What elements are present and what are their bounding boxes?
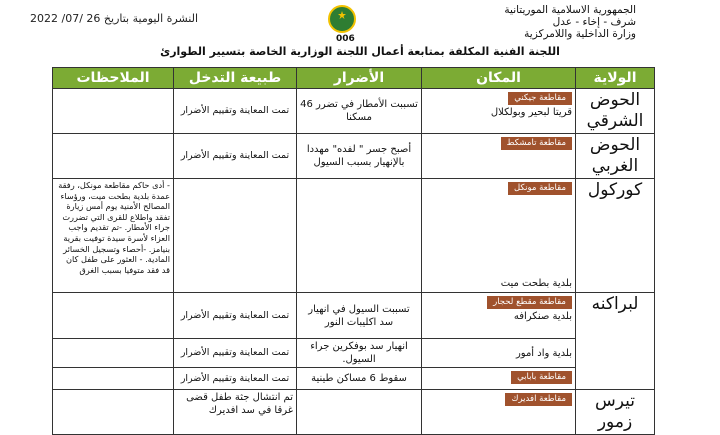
- damage-cell: [297, 390, 422, 435]
- damage-cell: تسببت السيول في انهيار سد اكليبات النور: [297, 293, 422, 339]
- action-cell: تمت المعاينة وتقييم الأضرار: [174, 339, 297, 368]
- action-cell: [174, 179, 297, 293]
- place-cell: [422, 293, 576, 339]
- col-place: المكان: [422, 68, 576, 89]
- moughataa-tag: مقاطعة مقطع لحجار: [487, 296, 572, 309]
- notes-cell: [53, 368, 174, 390]
- table-row: [53, 390, 655, 435]
- damage-cell: انهيار سد بوفكرين جراء السيول.: [297, 339, 422, 368]
- notes-cell: [53, 134, 174, 179]
- place-cell: [422, 390, 576, 435]
- action-cell: تم انتشال جثة طفل قضى غرقا في سد افديرك: [174, 390, 297, 435]
- table-row: [53, 368, 655, 390]
- place-cell: [422, 89, 576, 134]
- wilaya-cell: الحوض الغربي: [576, 134, 655, 179]
- damage-cell: تسببت الأمطار في تضرر 46 مسكنا: [297, 89, 422, 134]
- moughataa-tag: مقاطعة جيكني: [508, 92, 572, 105]
- col-damage: الأضرار: [297, 68, 422, 89]
- moughataa-tag: مقاطعة مونكل: [508, 182, 572, 195]
- place-text: بلدية بطحت ميت: [500, 278, 572, 289]
- committee-title: اللجنة الفنية المكلفة بمتابعة أعمال اللجنة الوزارية الخاصة بتسيير الطوارئ: [160, 45, 560, 58]
- action-cell: تمت المعاينة وتقييم الأضرار: [174, 89, 297, 134]
- table-row: [53, 134, 655, 179]
- place-text: قريتا لبحير وبولكلال: [490, 107, 572, 118]
- place-text: بلدية واد أمور: [515, 348, 572, 359]
- republic-name: الجمهورية الاسلامية الموريتانية: [504, 4, 636, 16]
- ministry-name: وزارة الداخلية واللامركزية: [524, 28, 636, 40]
- action-cell: تمت المعاينة وتقييم الأضرار: [174, 368, 297, 390]
- moughataa-tag: مقاطعة تامشكط: [501, 137, 572, 150]
- damage-cell: أصبح جسر " لفده" مهددا بالإنهيار بسبب السيول: [297, 134, 422, 179]
- notes-cell: [53, 89, 174, 134]
- place-cell: [422, 134, 576, 179]
- place-cell: [422, 179, 576, 293]
- wilaya-cell: تيرس زمور: [576, 390, 655, 435]
- col-wilaya: الولاية: [576, 68, 655, 89]
- table-row: [53, 339, 655, 368]
- moughataa-tag: مقاطعة بابابي: [511, 371, 572, 384]
- moughataa-tag: مقاطعة افديرك: [505, 393, 572, 406]
- place-cell: [422, 339, 576, 368]
- bulletin-number: 006: [336, 34, 355, 44]
- notes-cell: [53, 293, 174, 339]
- table-row: [53, 89, 655, 134]
- wilaya-cell: الحوض الشرقي: [576, 89, 655, 134]
- table-header-row: [53, 68, 655, 89]
- notes-cell: - أدى حاكم مقاطعة مونكل، رفقة عمدة بلدية بطحت ميت، ورؤساء المصالح الأمنية يوم أمس زيارة تفقد واطلاع للقرى التي تضررت جراء الأمطار. -تم تقديم واجب العزاء لأسرة سيدة توفيت بقرية بنيامز. -أحصاء وتسجيل الخسائر المادية. - العثور على طفل كان قد فقد متوفيا بسبب الغرق: [53, 179, 174, 293]
- wilaya-cell: كوركول: [576, 179, 655, 293]
- notes-cell: [53, 339, 174, 368]
- place-text: بلدية صنكرافه: [513, 311, 572, 322]
- wilaya-cell: لبراكنه: [576, 293, 655, 390]
- damage-cell: سقوط 6 مساكن طينية: [297, 368, 422, 390]
- damage-cell: [297, 179, 422, 293]
- col-notes: الملاحظات: [53, 68, 174, 89]
- table-row: [53, 293, 655, 339]
- national-emblem-icon: [328, 5, 356, 33]
- emergency-table: [52, 67, 655, 435]
- action-cell: تمت المعاينة وتقييم الأضرار: [174, 134, 297, 179]
- motto: شرف - إخاء - عدل: [552, 16, 636, 28]
- action-cell: تمت المعاينة وتقييم الأضرار: [174, 293, 297, 339]
- bulletin-date: النشرة اليومية بتاريخ 26 /07/ 2022: [30, 12, 198, 25]
- ministry-header: [504, 4, 636, 40]
- notes-cell: [53, 390, 174, 435]
- table-row: [53, 179, 655, 293]
- col-action: طبيعة التدخل: [174, 68, 297, 89]
- place-cell: [422, 368, 576, 390]
